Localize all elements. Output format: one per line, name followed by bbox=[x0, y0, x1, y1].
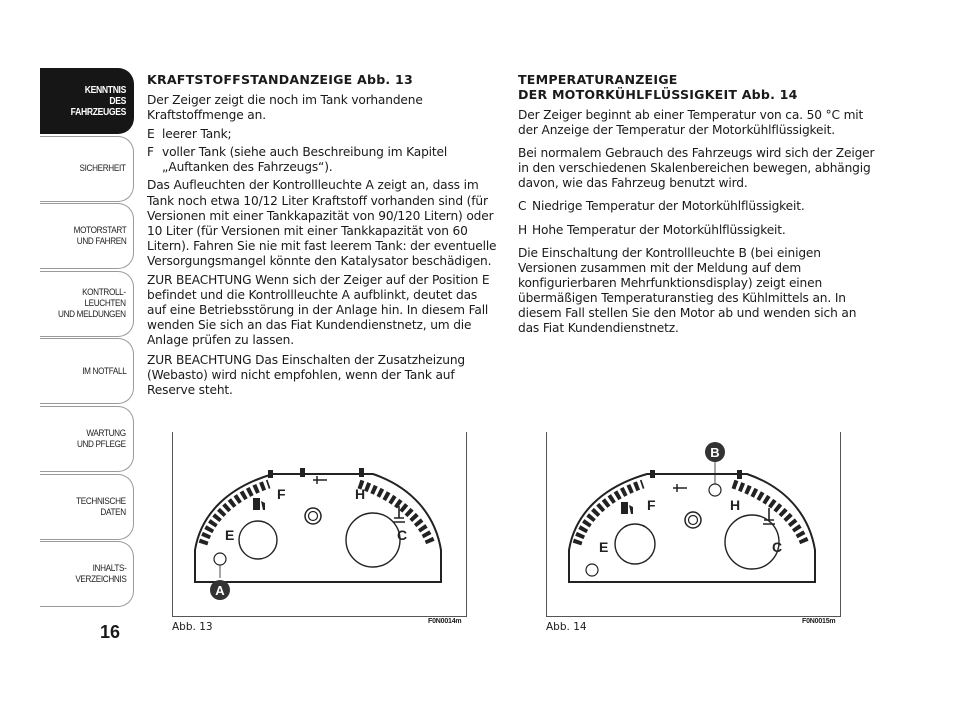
paragraph: Der Zeiger zeigt die noch im Tank vorhandene Kraftstoffmenge an. bbox=[147, 93, 423, 123]
figure-13-caption: Abb. 13 bbox=[172, 621, 213, 633]
paragraph: Bei normalem Gebrauch des Fahrzeugs wird sich der Zeiger in den verschiedenen Skalenbereichen bewegen, abhängig davon, wie das Fahrzeug benutzt wird. bbox=[518, 146, 875, 191]
gauge-label-c: C bbox=[772, 539, 783, 555]
gauge-label-e: E bbox=[225, 527, 235, 543]
warning-light-b bbox=[709, 484, 721, 496]
temp-knob bbox=[725, 515, 779, 569]
temp-knob bbox=[346, 513, 400, 567]
tab-label: KENNTNIS DES FAHRZEUGES bbox=[70, 84, 126, 118]
chapter-tabs bbox=[40, 68, 134, 609]
tab-technische-daten[interactable] bbox=[40, 474, 134, 540]
gauge-label-h: H bbox=[730, 497, 741, 513]
section-title: TEMPERATURANZEIGE DER MOTORKÜHLFLÜSSIGKEIT Abb. 14 bbox=[518, 72, 798, 102]
tab-label: INHALTS- VERZEICHNIS bbox=[74, 563, 126, 586]
fuel-scale-arc bbox=[203, 484, 269, 544]
list-text: leerer Tank; bbox=[162, 127, 232, 142]
list-key: H bbox=[518, 222, 528, 237]
tab-notfall[interactable] bbox=[40, 338, 134, 404]
scale-mark bbox=[650, 470, 655, 478]
gauge-cluster-illustration bbox=[173, 432, 466, 616]
callout-b-label: B bbox=[710, 445, 720, 460]
tab-label: MOTORSTART UND FAHREN bbox=[73, 225, 126, 248]
fuel-knob bbox=[239, 521, 277, 559]
paragraph: Der Zeiger beginnt ab einer Temperatur von ca. 50 °C mit der Anzeige der Temperatur der Motorkühlflüssigkeit. bbox=[518, 108, 864, 138]
gauge-cluster-illustration bbox=[547, 432, 840, 616]
figure-ref: Abb. 14 bbox=[741, 87, 798, 102]
list-key: F bbox=[147, 145, 154, 160]
temperature-gauge-section bbox=[518, 72, 878, 344]
list-key: C bbox=[518, 199, 527, 214]
note-paragraph: ZUR BEACHTUNG Das Einschalten der Zusatzheizung (Webasto) wird nicht empfohlen, wenn der Tank auf Reserve steht. bbox=[147, 352, 465, 397]
tab-kenntnis[interactable] bbox=[40, 68, 134, 134]
list-text: Hohe Temperatur der Motorkühlflüssigkeit. bbox=[532, 222, 786, 237]
tab-wartung[interactable] bbox=[40, 406, 134, 472]
scale-mark bbox=[268, 470, 273, 478]
figure-14-code: F0N0015m bbox=[802, 618, 836, 625]
gauge-label-f: F bbox=[647, 497, 656, 513]
list-item bbox=[518, 223, 878, 238]
gauge-label-e: E bbox=[599, 539, 609, 555]
fuel-warning-light bbox=[586, 564, 598, 576]
paragraph: Die Einschaltung der Kontrollleuchte B (bei einigen Versionen zusammen mit der Meldung auf dem konfigurierbaren Mehrfunktionsdisplay) zeigt einen übermäßigen Temperaturanstieg des Kühlmittels an. In diesem Fall stellen Sie den Motor ab und wenden sich an das Fiat Kundendienstnetz. bbox=[518, 245, 857, 336]
tab-label: TECHNISCHE DATEN bbox=[76, 495, 126, 518]
figure-13-code: F0N0014m bbox=[428, 618, 462, 625]
fuel-pump-icon bbox=[621, 502, 633, 514]
tab-label: KONTROLL- LEUCHTEN UND MELDUNGEN bbox=[58, 287, 126, 321]
fuel-gauge-section bbox=[147, 72, 497, 402]
scale-mark bbox=[359, 468, 364, 477]
page-number: 16 bbox=[100, 622, 121, 642]
list-text: voller Tank (siehe auch Beschreibung im Kapitel „Auftanken des Fahrzeugs“). bbox=[162, 145, 448, 175]
scale-mark bbox=[737, 470, 742, 479]
list-item bbox=[147, 127, 497, 142]
warning-light-a bbox=[214, 553, 226, 565]
fuel-scale-arc bbox=[577, 484, 643, 544]
gauge-label-c: C bbox=[397, 527, 408, 543]
figure-13-fuel-gauge bbox=[172, 432, 467, 617]
center-warning-icon bbox=[305, 508, 321, 524]
list-text: Niedrige Temperatur der Motorkühlflüssigkeit. bbox=[532, 199, 805, 214]
tab-kontrollleuchten[interactable] bbox=[40, 271, 134, 337]
heater-icon bbox=[313, 476, 327, 484]
tab-inhaltsverzeichnis[interactable] bbox=[40, 541, 134, 607]
tab-label: IM NOTFALL bbox=[81, 365, 126, 377]
center-warning-icon bbox=[685, 512, 701, 528]
tab-motorstart[interactable] bbox=[40, 203, 134, 269]
section-title: KRAFTSTOFFSTANDANZEIGE Abb. 13 bbox=[147, 72, 413, 87]
note-paragraph: ZUR BEACHTUNG Wenn sich der Zeiger auf der Position E befindet und die Kontrollleuchte A aufblinkt, deutet das auf eine Betriebsstörung in der Anlage hin. In diesem Fall wenden Sie sich an das Fiat Kundendienstnetz, um die Anlage prüfen zu lassen. bbox=[147, 273, 490, 348]
list-item bbox=[518, 199, 878, 214]
tab-sicherheit[interactable] bbox=[40, 136, 134, 202]
paragraph: Das Aufleuchten der Kontrollleuchte A zeigt an, dass im Tank noch etwa 10/12 Liter Kraftstoff vorhanden sind (für Versionen mit einer Tankkapazität von 90/120 Litern) oder 10 Liter (für Versionen mit einer Tankkapazität von 60 Litern). Fahren Sie nie mit fast leerem Tank: der eventuelle Versorgungsmangel könnte den Katalysator beschädigen. bbox=[147, 178, 497, 268]
figure-14-temp-gauge bbox=[546, 432, 841, 617]
callout-a-label: A bbox=[215, 583, 225, 598]
heater-icon bbox=[673, 484, 687, 492]
tab-label: SICHERHEIT bbox=[79, 163, 126, 175]
temp-scale-arc bbox=[359, 484, 431, 544]
figure-ref: Abb. 13 bbox=[357, 72, 413, 87]
figure-14-caption: Abb. 14 bbox=[546, 621, 587, 633]
list-key: E bbox=[147, 127, 155, 142]
tab-label: WARTUNG UND PFLEGE bbox=[77, 427, 126, 450]
fuel-pump-icon bbox=[253, 498, 265, 510]
fuel-knob bbox=[615, 524, 655, 564]
gauge-label-h: H bbox=[355, 486, 366, 502]
gauge-label-f: F bbox=[277, 486, 286, 502]
list-item bbox=[147, 145, 497, 175]
scale-mark bbox=[300, 468, 305, 477]
